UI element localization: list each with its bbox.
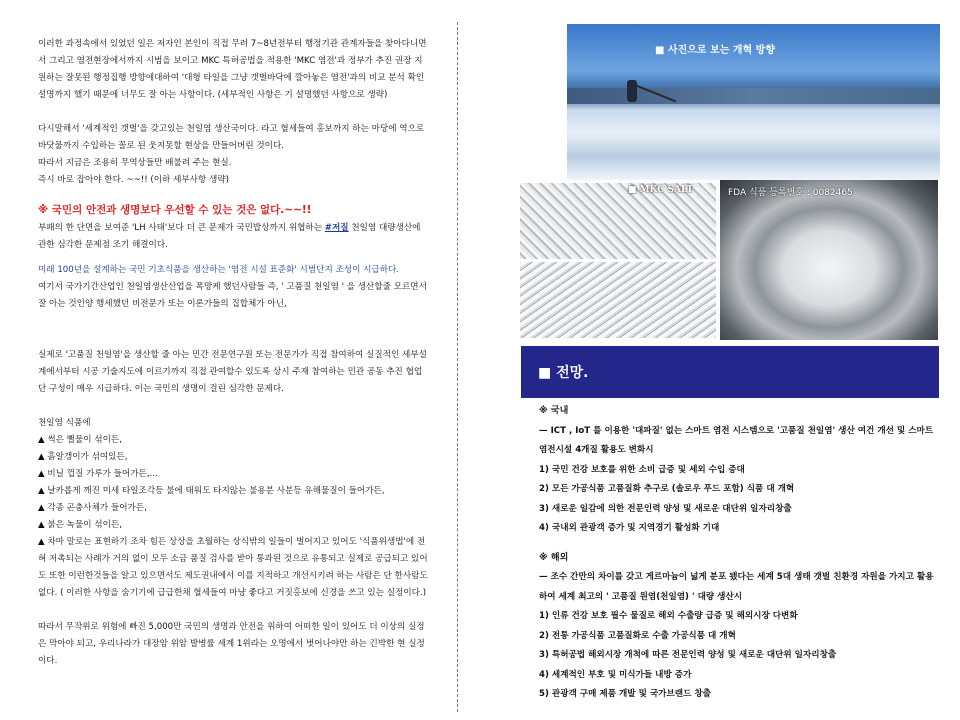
paragraph-5: 실제로 '고품질 천일염'을 생산할 줄 아는 민간 전문연구원 또는 전문가가 직접 참여하여 실질적인 세부설계에서부터 시공 기술지도에 이르기까지 직접 관여할수 있도록 상시 주재 참여하는 민관 공동 추진 협업단 구성이 매우 시급하다. 이는 국민의 생명이 걸린 심각한 문제다.: [38, 350, 427, 394]
outlook-title: ■ 전망.: [538, 365, 589, 381]
list-item: ▲ 각종 곤충사체가 들어가든,: [38, 503, 147, 513]
domestic-heading: ※ 국내: [539, 406, 569, 416]
left-text-block: [38, 36, 428, 670]
photo-horizon: [567, 88, 940, 104]
overseas-intro: — 조수 간만의 차이를 갖고 게르마늄이 넓게 분포 됐다는 세계 5대 생태 갯벌 친환경 자원을 가지고 활용하여 세계 최고의 ' 고품질 원염(천일염) ' 대량 생산시: [539, 572, 934, 602]
list-item: ▲ 비닐 껍질 가루가 들어가든,...: [38, 469, 158, 479]
salt-crystals-photo-2: [520, 262, 716, 338]
mkc-salt-label: ■ MKC SALT: [628, 185, 694, 195]
overseas-item: 2) 전통 가공식품 고품질화로 수출 가공식품 대 개혁: [539, 630, 736, 641]
paragraph-3-before: 부패의 한 단면을 보여준 'LH 사태'보다 더 큰 문제가 국민밥상까지 위협하는: [38, 223, 325, 233]
paragraph-2-line-3: 즉시 바로 잡아야 한다. ~~!! (이하 세부사항 생략): [38, 175, 229, 185]
fda-registration-label: FDA 식품 등록번호 : 0082465: [728, 188, 853, 198]
right-page: [462, 0, 960, 720]
list-item: ▲ 차마 말로는 표현하기 조차 힘든 상상을 초월하는 상식밖의 일들이 벌어지고 있어도 '식품위생법'에 전혀 저촉되는 사례가 거의 없이 모두 소금 품질 검사를 받아 통과된 것으로 유통되고 실제로 공급되고 있어도 또한 이런한것들을 알고 있으면서도 제도권내에서 이를 지적하고 개선시키려 하는 사람은 단 한사람도 없다. ( 이러한 사항을 숨기기에 급급한채 혈세들여 마냥 좋다고 거짓홍보에 신경을 쓰고 있는 실정이다.): [38, 537, 428, 598]
overseas-item: 5) 관광객 구매 제품 개발 및 국가브랜드 창출: [539, 689, 711, 699]
list-item: ▲ 붉은 녹물이 섞이든,: [38, 520, 122, 530]
overseas-item: 4) 세계적인 부호 및 미식가들 내방 증가: [539, 669, 692, 680]
hashtag-link[interactable]: #저질: [324, 223, 349, 233]
paragraph-1: 이러한 과정속에서 있었던 일은 저자인 본인이 직접 무려 7~8년전부터 행정기관 관계자들을 찾아다니면서 그리고 염전현장에서까지 시범을 보이고 MKC 특허공법을 적용한 'MKC 염전'과 정부가 추진 권장 지원하는 잘못된 행정집행 방향에대하여 '대형 타일을 그냥 갯벌바닥에 깔아놓은 염전'과의 비교 분석 확인 설명까지 했기 때문에 너무도 잘 아는 사항이다. (세부적인 사항은 기 설명했던 사항으로 생략): [38, 39, 427, 100]
domestic-item: 4) 국내외 관광객 증가 및 지역경기 활성화 기대: [539, 523, 720, 533]
paragraph-3: [38, 220, 428, 254]
salt-crystals-photo-1: [520, 183, 716, 259]
domestic-item: 3) 새로운 일감에 의한 전문인력 양성 및 새로운 대단위 일자리창출: [539, 503, 792, 514]
paragraph-4: 여기서 국가기간산업인 천일염생산산업을 폭망케 했던사람들 즉, ' 고품질 천일염 ' 을 생산할줄 모르면서 잘 아는 것인양 행세했던 비전문가 또는 이론가들의 집합체가 아닌,: [38, 282, 427, 309]
paragraph-2-line-1: 다시말해서 '세계적인 갯벌'을 갖고있는 천일염 생산국이다. 라고 혈세들여 홍보까지 하는 마당에 역으로 바닷물까지 수입하는 꼴로 된 웃지못할 현상을 만들어버린 것이다.: [38, 124, 425, 151]
list-item: ▲ 흙알갱이가 섞여있든,: [38, 452, 128, 462]
outlook-section-header: [521, 346, 939, 398]
list-item: ▲ 썩은 뻘물이 섞이든,: [38, 435, 122, 445]
list-item: ▲ 날카롭게 깨진 미세 타일조각등 불에 태워도 타지않는 불용분 사분등 유해물질이 들어가든,: [38, 486, 385, 496]
overseas-item: 3) 특허공법 해외시장 개척에 따른 전문인력 양성 및 새로운 대단위 일자리창출: [539, 650, 837, 660]
domestic-intro: — ICT , IoT 를 이용한 '대파질' 없는 스마트 염전 시스템으로 '고품질 천일염' 생산 여건 개선 및 스마트 염전시설 4개질 활용도 변화시: [539, 425, 934, 455]
overseas-heading: ※ 해외: [539, 552, 569, 563]
red-heading: ※ 국민의 안전과 생명보다 우선할 수 있는 것은 없다.~~!!: [38, 204, 312, 216]
salt-bowl-photo: [720, 180, 938, 340]
photo-caption: ■ 사진으로 보는 개혁 방향: [655, 45, 775, 56]
overseas-item: 1) 인류 건강 보호 필수 물질로 해외 수출량 급증 및 해외시장 다변화: [539, 611, 798, 621]
list-title: 천일염 식품에: [38, 418, 91, 428]
domestic-item: 1) 국민 건강 보호를 위한 소비 급증 및 세외 수입 증대: [539, 464, 745, 475]
outlook-text-block: [539, 402, 939, 705]
salt-field-photo: [567, 24, 940, 180]
paragraph-2-line-2: 따라서 지금은 조용히 무역상들만 배불려 주는 현실.: [38, 158, 232, 168]
paragraph-3-after: 천일염 대량생산에 관한 심각한 문제점 조기 해결이다.: [38, 223, 421, 250]
domestic-item: 2) 모든 가공식품 고품질화 추구로 (솔로우 푸드 포함) 식품 대 개혁: [539, 484, 795, 494]
blue-highlight-line: 미래 100년을 설계하는 국민 기초식품을 생산하는 '염전 시설 표준화' 시범단지 조성이 시급하다.: [38, 265, 400, 275]
paragraph-6: 따라서 무작위로 위험에 빠진 5,000만 국민의 생명과 안전을 위하여 어떠한 일이 있어도 더 이상의 실정은 막아야 되고, 우리나라가 대장암 위암 발병률 세계 1위라는 오명에서 벗어나야만 하는 긴박한 현 실정이다.: [38, 622, 425, 666]
left-page: [0, 0, 458, 720]
